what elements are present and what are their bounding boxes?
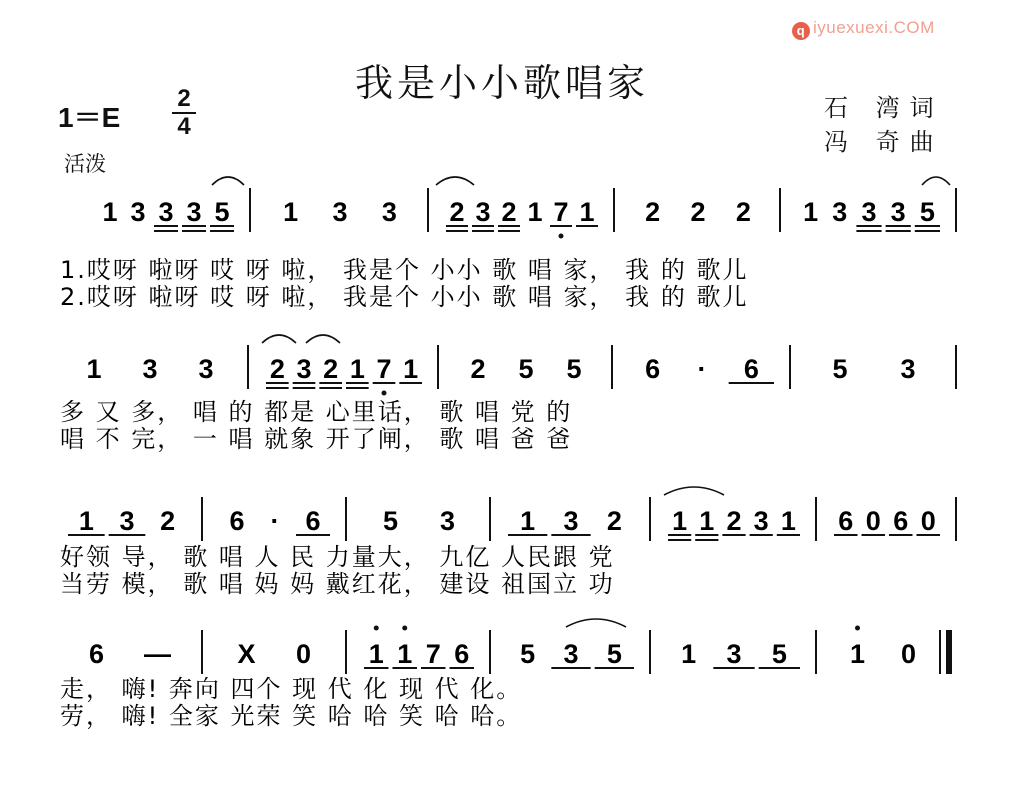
note-digit: 2 <box>160 506 176 536</box>
note-digit: 5 <box>832 354 848 384</box>
song-title: 我是小小歌唱家 <box>355 61 650 105</box>
note-digit: 1 <box>672 506 688 536</box>
note-digit: 5 <box>214 197 230 227</box>
note-digit: 1 <box>780 506 796 536</box>
time-signature-bottom: 4 <box>177 113 191 140</box>
note-digit: 1 <box>849 639 866 669</box>
note-digit: 5 <box>566 354 582 384</box>
low-octave-dot <box>382 391 387 396</box>
slur-arc <box>436 177 474 185</box>
note-digit: 3 <box>142 354 158 384</box>
note-digit: 5 <box>606 639 622 669</box>
note-digit: 1 <box>368 639 384 669</box>
note-digit: 6 <box>838 506 854 536</box>
note-digit: 3 <box>861 197 877 227</box>
note-digit: 2 <box>735 197 751 227</box>
note-digit: 6 <box>454 639 470 669</box>
lyric-line: 唱 不 完， 一 唱 就象 开了闸， 歌 唱 爸 爸 <box>60 425 573 453</box>
note-digit: 3 <box>890 197 906 227</box>
note-digit: 1 <box>102 197 118 227</box>
note-digit: 6 <box>229 506 245 536</box>
note-digit: 1 <box>349 354 365 384</box>
high-octave-dot <box>374 626 379 631</box>
high-octave-dot <box>402 626 407 631</box>
note-digit: 1 <box>403 354 419 384</box>
note-digit: 3 <box>832 197 848 227</box>
note-digit: 6 <box>645 354 661 384</box>
note-digit: — <box>144 639 171 669</box>
note-digit: 1 <box>78 506 94 536</box>
lyric-line: 2.哎呀 啦呀 哎 呀 啦， 我是个 小小 歌 唱 家， 我 的 歌儿 <box>60 283 749 311</box>
note-digit: 6 <box>305 506 321 536</box>
composer-credit: 冯 奇曲 <box>824 128 944 156</box>
note-digit: 3 <box>296 354 312 384</box>
note-digit: 3 <box>753 506 769 536</box>
lyric-line: 劳， 嗨! 全家 光荣 笑 哈 哈 笑 哈 哈。 <box>60 702 523 730</box>
tempo-marking: 活泼 <box>64 152 106 176</box>
note-digit: 1 <box>803 197 819 227</box>
note-digit: 3 <box>475 197 491 227</box>
note-digit: 6 <box>893 506 909 536</box>
low-octave-dot <box>559 234 564 239</box>
note-digit: 0 <box>920 506 936 536</box>
lyric-line: 多 又 多， 唱 的 都是 心里话， 歌 唱 党 的 <box>60 398 573 426</box>
note-digit: 2 <box>645 197 661 227</box>
note-digit: 2 <box>269 354 285 384</box>
note-digit: 7 <box>376 354 392 384</box>
note-digit: · <box>697 354 707 384</box>
key-signature: 1＝E <box>58 102 121 133</box>
note-digit: 1 <box>699 506 715 536</box>
note-digit: 5 <box>919 197 935 227</box>
note-digit: 7 <box>425 639 441 669</box>
note-digit: 7 <box>553 197 569 227</box>
note-digit: 0 <box>865 506 881 536</box>
note-digit: 0 <box>900 639 917 669</box>
slur-arc <box>262 335 296 343</box>
note-digit: 3 <box>381 197 397 227</box>
note-digit: 3 <box>130 197 146 227</box>
note-digit: 2 <box>449 197 465 227</box>
note-digit: 1 <box>397 639 413 669</box>
note-digit: 3 <box>900 354 916 384</box>
slur-arc <box>566 619 626 627</box>
time-signature-top: 2 <box>177 85 191 112</box>
note-digit: 1 <box>579 197 595 227</box>
note-digit: 6 <box>743 354 759 384</box>
note-digit: 6 <box>88 639 105 669</box>
note-digit: 1 <box>86 354 102 384</box>
final-bar-thick <box>946 630 952 674</box>
lyric-line: 当劳 模， 歌 唱 妈 妈 戴红花， 建设 祖国立 功 <box>60 570 615 598</box>
note-digit: 5 <box>518 354 534 384</box>
note-digit: 2 <box>606 506 622 536</box>
note-digit: 2 <box>726 506 742 536</box>
note-digit: 3 <box>563 506 579 536</box>
logo-q-icon: q <box>792 22 810 40</box>
note-digit: 3 <box>186 197 202 227</box>
slur-arc <box>922 177 950 185</box>
note-digit: 3 <box>158 197 174 227</box>
note-digit: 1 <box>283 197 299 227</box>
note-digit: 2 <box>323 354 339 384</box>
note-digit: 1 <box>527 197 543 227</box>
note-digit: 3 <box>439 506 456 536</box>
note-digit: 1 <box>520 506 536 536</box>
note-digit: 2 <box>470 354 486 384</box>
note-digit: 2 <box>690 197 706 227</box>
note-digit: 3 <box>563 639 579 669</box>
note-digit: 5 <box>771 639 787 669</box>
note-digit: X <box>237 639 256 669</box>
high-octave-dot <box>855 626 860 631</box>
slur-arc <box>212 177 244 185</box>
note-digit: 0 <box>295 639 312 669</box>
note-digit: 2 <box>501 197 517 227</box>
note-digit: 5 <box>520 639 536 669</box>
note-digit: 5 <box>382 506 399 536</box>
note-digit: · <box>270 506 280 536</box>
slur-arc <box>664 487 724 495</box>
lyric-line: 好领 导， 歌 唱 人 民 力量大， 九亿 人民跟 党 <box>60 543 615 571</box>
lyricist-credit: 石 湾词 <box>824 94 944 122</box>
note-digit: 3 <box>198 354 214 384</box>
note-digit: 3 <box>726 639 742 669</box>
note-digit: 3 <box>332 197 348 227</box>
watermark-text: iyuexuexi.COM <box>813 18 935 37</box>
note-digit: 1 <box>681 639 697 669</box>
note-digit: 3 <box>119 506 135 536</box>
lyric-line: 1.哎呀 啦呀 哎 呀 啦， 我是个 小小 歌 唱 家， 我 的 歌儿 <box>60 256 749 284</box>
slur-arc <box>306 335 340 343</box>
lyric-line: 走， 嗨! 奔向 四个 现 代 化 现 代 化。 <box>60 675 523 703</box>
